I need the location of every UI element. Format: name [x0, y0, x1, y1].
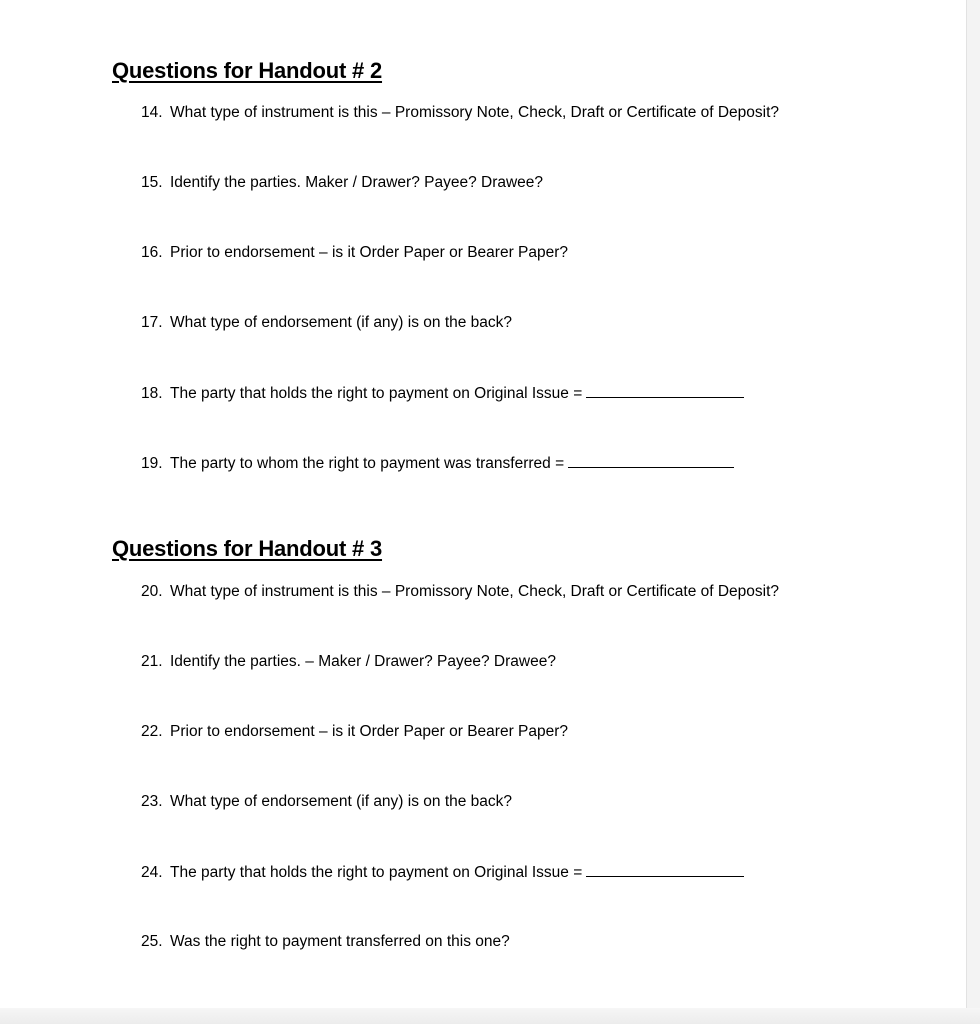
question-text: Prior to endorsement – is it Order Paper or Bearer Paper?	[170, 723, 569, 740]
question-16	[141, 243, 568, 263]
question-text: The party to whom the right to payment was transferred =	[170, 455, 565, 472]
question-text: What type of endorsement (if any) is on the back?	[170, 793, 513, 810]
question-25	[141, 932, 510, 952]
question-24	[141, 862, 744, 883]
question-number: 16.	[141, 244, 163, 261]
question-text: What type of instrument is this – Promissory Note, Check, Draft or Certificate of Deposit?	[170, 583, 780, 600]
question-number: 21.	[141, 653, 163, 670]
question-15	[141, 173, 543, 193]
question-number: 18.	[141, 385, 163, 402]
question-17	[141, 313, 512, 333]
page-bottom-edge	[0, 1008, 980, 1024]
question-number: 19.	[141, 455, 163, 472]
question-22	[141, 722, 568, 742]
section-heading-handout-2: Questions for Handout # 2	[112, 58, 383, 83]
question-19	[141, 453, 734, 474]
question-text: What type of endorsement (if any) is on the back?	[170, 314, 513, 331]
question-text: What type of instrument is this – Promissory Note, Check, Draft or Certificate of Deposit?	[170, 104, 780, 121]
question-20	[141, 582, 779, 602]
question-number: 24.	[141, 864, 163, 881]
question-number: 23.	[141, 793, 163, 810]
question-number: 14.	[141, 104, 163, 121]
question-number: 15.	[141, 174, 163, 191]
answer-blank-line	[586, 383, 744, 398]
question-text: Prior to endorsement – is it Order Paper or Bearer Paper?	[170, 244, 569, 261]
question-number: 20.	[141, 583, 163, 600]
question-text: The party that holds the right to payment on Original Issue =	[170, 385, 583, 402]
question-text: Was the right to payment transferred on this one?	[170, 933, 510, 950]
question-14	[141, 103, 779, 123]
question-number: 17.	[141, 314, 163, 331]
answer-blank-line	[586, 862, 744, 877]
answer-blank-line	[568, 453, 734, 468]
page-right-edge	[966, 0, 980, 1024]
question-text: The party that holds the right to payment on Original Issue =	[170, 864, 583, 881]
question-text: Identify the parties. – Maker / Drawer? Payee? Drawee?	[170, 653, 556, 670]
question-21	[141, 652, 556, 672]
question-text: Identify the parties. Maker / Drawer? Payee? Drawee?	[170, 174, 544, 191]
question-18	[141, 383, 744, 404]
question-23	[141, 792, 512, 812]
question-number: 22.	[141, 723, 163, 740]
section-heading-handout-3: Questions for Handout # 3	[112, 536, 383, 561]
question-number: 25.	[141, 933, 163, 950]
